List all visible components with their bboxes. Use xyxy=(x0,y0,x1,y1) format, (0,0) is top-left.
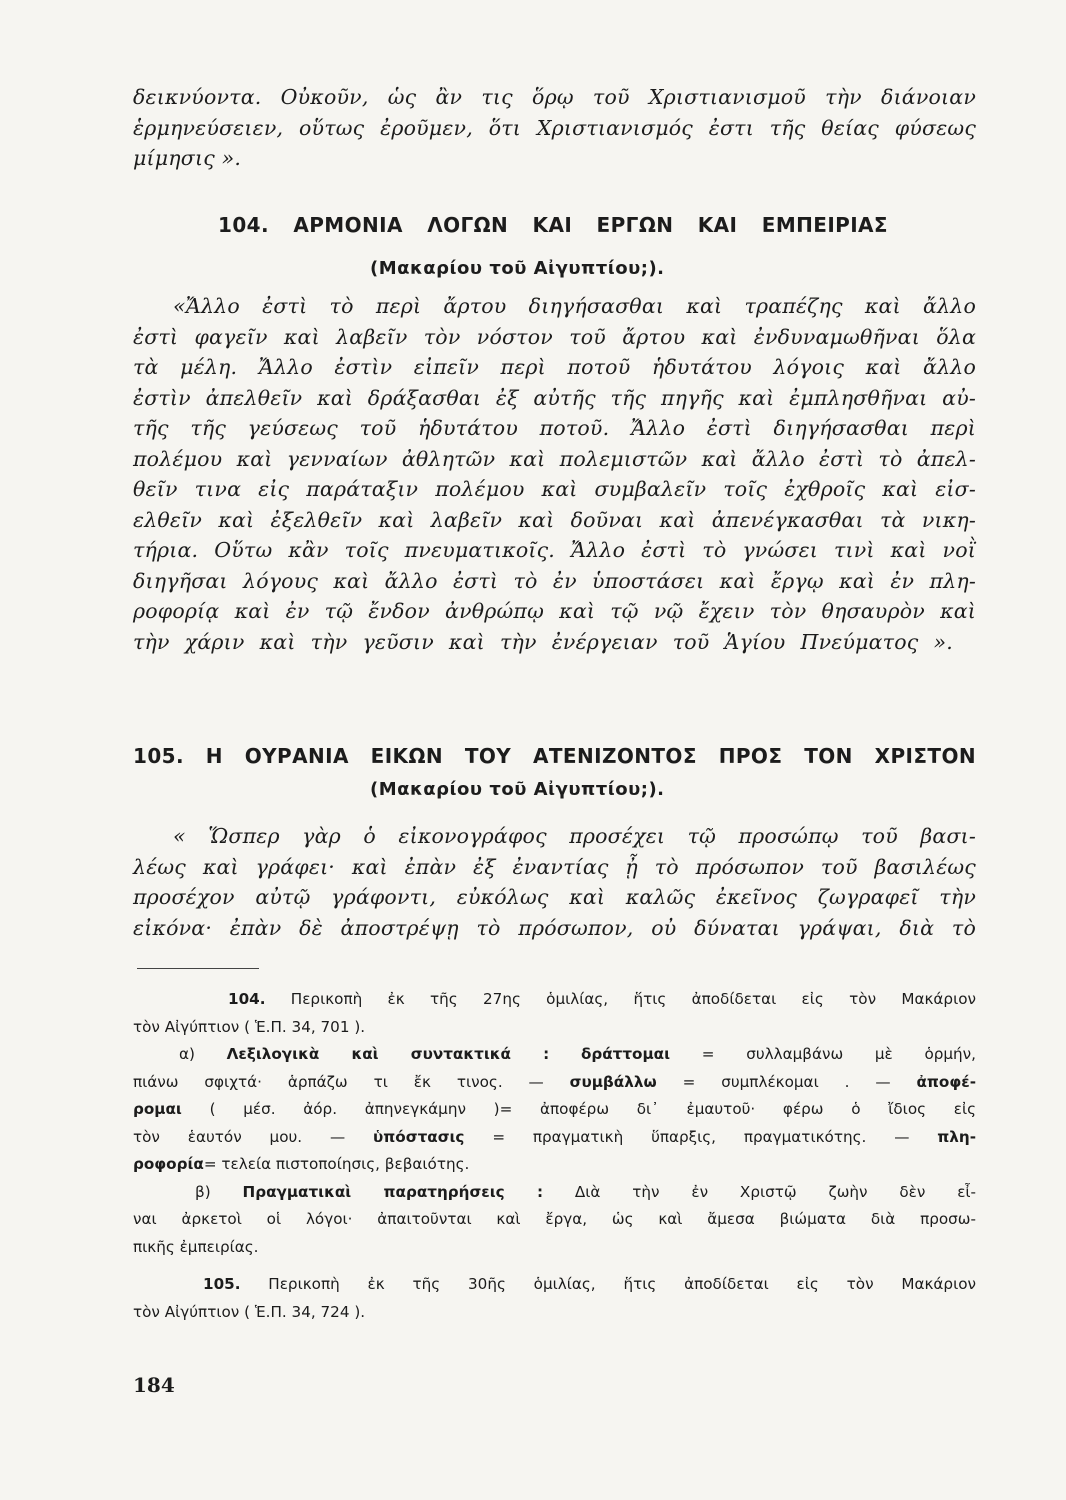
note-104-b-line: πικῆς ἐμπειρίας. xyxy=(133,1237,259,1256)
text-line: πολέμου καὶ γενναίων ἀθλητῶν καὶ πολεμιστῶν καὶ ἄλλο ἐστὶ τὸ ἀπελ- xyxy=(133,446,976,471)
section-104-heading: 104. ΑΡΜΟΝΙΑ ΛΟΓΩΝ ΚΑΙ ΕΡΓΩΝ ΚΑΙ ΕΜΠΕΙΡΙΑΣ xyxy=(218,213,888,237)
text-line: ροφορίᾳ καὶ ἐν τῷ ἔνδον ἀνθρώπῳ καὶ τῷ νῷ ἔχειν τὸν θησαυρὸν καὶ xyxy=(133,599,976,623)
text-line: «Ἄλλο ἐστὶ τὸ περὶ ἄρτου διηγήσασθαι καὶ τραπέζης καὶ ἄλλο xyxy=(173,294,976,318)
text-line: ἑρμηνεύσειεν, οὕτως ἐροῦμεν, ὅτι Χριστιανισμός ἐστι τῆς θείας φύσεως xyxy=(133,115,976,140)
text-line: μίμησις ». xyxy=(133,146,242,170)
section-105-text xyxy=(133,821,976,943)
text-line: ἐστὶ φαγεῖν καὶ λαβεῖν τὸν νόστον τοῦ ἄρτου καὶ ἐνδυναμωθῆναι ὅλα xyxy=(133,324,976,349)
footnotes xyxy=(133,986,976,1326)
note-104-line: τὸν Αἰγύπτιον ( Ἑ.Π. 34, 701 ). xyxy=(133,1017,366,1036)
note-104-a-title: Λεξιλογικὰ καὶ συντακτικά : xyxy=(226,1045,550,1063)
text-line: εἰκόνα· ἐπὰν δὲ ἀποστρέψῃ τὸ πρόσωπον, οὐ δύναται γράψαι, διὰ τὸ xyxy=(133,915,976,940)
note-105-number: 105. xyxy=(203,1275,241,1293)
section-105-subheading: (Μακαρίου τοῦ Αἰγυπτίου;). xyxy=(370,779,665,800)
section-104-subheading: (Μακαρίου τοῦ Αἰγυπτίου;). xyxy=(370,258,665,279)
text-line: ἐστὶν ἀπελθεῖν καὶ δράξασθαι ἐξ αὐτῆς τῆς πηγῆς καὶ ἐμπλησθῆναι αὐ- xyxy=(133,385,976,410)
note-104-b-line: ναι ἀρκετοὶ οἱ λόγοι· ἀπαιτοῦνται καὶ ἔργα, ὡς καὶ ἄμεσα βιώματα διὰ προσω- xyxy=(133,1210,976,1228)
text-line: θεῖν τινα εἰς παράταξιν πολέμου καὶ συμβαλεῖν τοῖς ἐχθροῖς καὶ εἰσ- xyxy=(133,477,976,501)
text-line: τήρια. Οὕτω κἂν τοῖς πνευματικοῖς. Ἄλλο ἐστὶ τὸ γνώσει τινὶ καὶ νοῒ xyxy=(133,538,976,562)
note-104-b-line: β) Πραγματικαὶ παρατηρήσεις : Διὰ τὴν ἐν Χριστῷ ζωὴν δὲν εἶ- xyxy=(195,1182,977,1201)
note-104-number: 104. xyxy=(228,990,266,1008)
note-105-line xyxy=(133,1271,976,1299)
section-104-text xyxy=(133,291,976,657)
note-104-line xyxy=(133,986,976,1014)
footnote-separator xyxy=(137,968,259,969)
text-line: « Ὥσπερ γὰρ ὁ εἰκονογράφος προσέχει τῷ προσώπῳ τοῦ βασι- xyxy=(173,824,976,848)
text-line: τὰ μέλη. Ἄλλο ἐστὶν εἰπεῖν περὶ ποτοῦ ἡδυτάτου λόγοις καὶ ἄλλο xyxy=(133,355,976,379)
note-104-a-line: τὸν ἑαυτόν μου. — ὑπόστασις = πραγματικὴ ὕπαρξις, πραγματικότης. — πλη- xyxy=(133,1127,977,1146)
text-line: διηγῆσαι λόγους καὶ ἄλλο ἐστὶ τὸ ἐν ὑποστάσει καὶ ἔργῳ καὶ ἐν πλη- xyxy=(133,568,976,593)
note-104-reference: Περικοπὴ ἐκ τῆς 27ης ὁμιλίας, ἥτις ἀποδίδεται εἰς τὸν Μακάριον xyxy=(290,990,976,1008)
page-number: 184 xyxy=(133,1373,175,1397)
text-line: προσέχον αὐτῷ γράφοντι, εὐκόλως καὶ καλῶς ἐκεῖνος ζωγραφεῖ τὴν xyxy=(133,885,976,909)
section-105-heading: 105. Η ΟΥΡΑΝΙΑ ΕΙΚΩΝ ΤΟΥ ΑΤΕΝΙΖΟΝΤΟΣ ΠΡΟΣ ΤΟΝ ΧΡΙΣΤΟΝ xyxy=(133,744,976,768)
note-104-a-line: ροφορία= τελεία πιστοποίησις, βεβαιότης. xyxy=(133,1155,470,1173)
text-line: ελθεῖν καὶ ἐξελθεῖν καὶ λαβεῖν καὶ δοῦναι καὶ ἀπενέγκασθαι τὰ νικη- xyxy=(133,507,976,532)
text-line: τὴν χάριν καὶ τὴν γεῦσιν καὶ τὴν ἐνέργειαν τοῦ Ἁγίου Πνεύματος ». xyxy=(133,629,953,654)
note-104-a-line: α) Λεξιλογικὰ καὶ συντακτικά : δράττομαι = συλλαμβάνω μὲ ὁρμήν, xyxy=(179,1045,976,1063)
text-line: λέως καὶ γράφει· καὶ ἐπὰν ἐξ ἐναντίας ᾖ τὸ πρόσωπον τοῦ βασιλέως xyxy=(133,854,976,879)
text-line: τῆς τῆς γεύσεως τοῦ ἡδυτάτου ποτοῦ. Ἄλλο ἐστὶ διηγήσασθαι περὶ xyxy=(133,416,976,440)
note-105-reference: Περικοπὴ ἐκ τῆς 30ῆς ὁμιλίας, ἥτις ἀποδίδεται εἰς τὸν Μακάριον xyxy=(268,1275,976,1293)
note-105-line: τὸν Αἰγύπτιον ( Ἑ.Π. 34, 724 ). xyxy=(133,1302,366,1321)
note-104-a-line: πιάνω σφιχτά· ἁρπάζω τι ἔκ τινος. — συμβάλλω = συμπλέκομαι . — ἀποφέ- xyxy=(133,1072,977,1091)
note-104-a-line: ρομαι ( μέσ. ἀόρ. ἀπηνεγκάμην )= ἀποφέρω δι᾿ ἐμαυτοῦ· φέρω ὁ ἴδιος εἰς xyxy=(133,1100,977,1118)
text-line: δεικνύοντα. Οὐκοῦν, ὡς ἂν τις ὅρῳ τοῦ Χριστιανισμοῦ τὴν διάνοιαν xyxy=(133,85,976,109)
intro-paragraph xyxy=(133,82,976,174)
note-104-b-title: Πραγματικαὶ παρατηρήσεις : xyxy=(242,1182,544,1201)
